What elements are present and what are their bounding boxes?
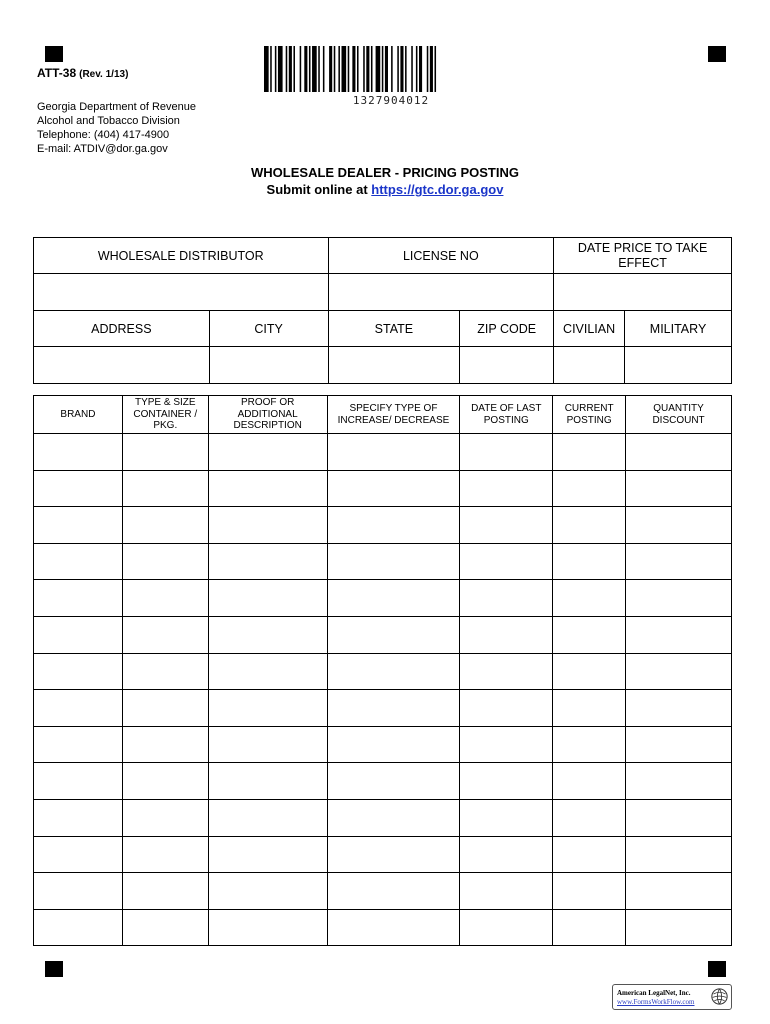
specify-type-cell[interactable]	[327, 616, 460, 653]
registration-mark-top-right	[708, 46, 726, 62]
american-legalnet-logo	[612, 984, 732, 1010]
proof-header-line: PROOF OR	[240, 397, 295, 409]
type-size-header-line: TYPE & SIZE	[134, 397, 196, 409]
specify-type-cell[interactable]	[327, 653, 460, 690]
agency-line: Alcohol and Tobacco Division	[37, 115, 180, 127]
quantity-discount-cell[interactable]	[626, 799, 732, 836]
specify-type-header-line: INCREASE/ DECREASE	[337, 414, 450, 426]
form-number-text: ATT-38	[37, 66, 77, 80]
proof-cell[interactable]	[208, 653, 327, 690]
registration-mark-bottom-right	[708, 961, 726, 977]
type-size-cell[interactable]	[122, 763, 208, 800]
type-size-cell[interactable]	[122, 434, 208, 471]
brand-cell[interactable]	[34, 507, 123, 544]
agency-line: Telephone: (404) 417-4900	[37, 129, 170, 141]
type-size-header-line: CONTAINER /	[133, 408, 198, 420]
form-number	[37, 66, 128, 80]
type-size-cell[interactable]	[122, 836, 208, 873]
proof-cell[interactable]	[208, 616, 327, 653]
proof-cell[interactable]	[208, 543, 327, 580]
quantity-discount-cell[interactable]	[626, 507, 732, 544]
brand-header	[34, 396, 123, 434]
globe-icon	[711, 988, 728, 1005]
zip-code-label: ZIP CODE	[460, 311, 554, 347]
barcode-bar	[382, 46, 384, 92]
proof-header-line: DESCRIPTION	[233, 420, 302, 432]
barcode-bar	[338, 46, 340, 92]
proof-cell[interactable]	[208, 507, 327, 544]
specify-type-cell[interactable]	[327, 836, 460, 873]
table-row	[34, 580, 732, 617]
specify-type-cell[interactable]	[327, 580, 460, 617]
type-size-cell[interactable]	[122, 653, 208, 690]
barcode-bar	[342, 46, 347, 92]
date-last-posting-cell[interactable]	[460, 470, 553, 507]
date-last-posting-cell[interactable]	[460, 616, 553, 653]
license-no-label: LICENSE NO	[328, 238, 554, 274]
proof-cell[interactable]	[208, 580, 327, 617]
brand-cell[interactable]	[34, 873, 123, 910]
current-posting-cell[interactable]	[553, 507, 626, 544]
barcode-bar	[309, 46, 311, 92]
date-last-posting-cell[interactable]	[460, 836, 553, 873]
table-row	[34, 434, 732, 471]
barcode-number: 1327904012	[352, 94, 430, 107]
proof-cell[interactable]	[208, 799, 327, 836]
type-size-cell[interactable]	[122, 543, 208, 580]
zip-code-field[interactable]	[460, 347, 554, 384]
brand-cell[interactable]	[34, 799, 123, 836]
type-size-cell[interactable]	[122, 799, 208, 836]
date-last-posting-cell[interactable]	[460, 434, 553, 471]
barcode-bar	[366, 46, 369, 92]
specify-type-cell[interactable]	[327, 799, 460, 836]
barcode-bar	[357, 46, 359, 92]
registration-mark-bottom-left	[45, 961, 63, 977]
city-label: CITY	[209, 311, 328, 347]
registration-mark-top-left	[45, 46, 63, 62]
table-row	[34, 653, 732, 690]
type-size-cell[interactable]	[122, 726, 208, 763]
specify-type-cell[interactable]	[327, 507, 460, 544]
barcode-bar	[391, 46, 393, 92]
military-field[interactable]	[625, 347, 732, 384]
proof-cell[interactable]	[208, 836, 327, 873]
brand-cell[interactable]	[34, 726, 123, 763]
proof-header	[208, 396, 327, 434]
table-row	[34, 763, 732, 800]
barcode-bar	[405, 46, 407, 92]
wholesale-distributor-field[interactable]	[34, 274, 329, 311]
quantity-discount-cell[interactable]	[626, 470, 732, 507]
quantity-discount-cell[interactable]	[626, 873, 732, 910]
current-posting-header	[553, 396, 626, 434]
barcode-bar	[312, 46, 317, 92]
current-posting-cell[interactable]	[553, 434, 626, 471]
specify-type-header	[327, 396, 460, 434]
proof-cell[interactable]	[208, 763, 327, 800]
barcode-bar	[264, 46, 269, 92]
barcode-bar	[435, 46, 437, 92]
state-label: STATE	[328, 311, 460, 347]
brand-cell[interactable]	[34, 653, 123, 690]
quantity-discount-cell[interactable]	[626, 726, 732, 763]
quantity-discount-header	[626, 396, 732, 434]
barcode-bar	[300, 46, 302, 92]
agency-info	[37, 100, 196, 156]
proof-cell[interactable]	[208, 470, 327, 507]
table-row	[34, 470, 732, 507]
date-last-posting-header-line: POSTING	[483, 414, 529, 426]
date-last-posting-cell[interactable]	[460, 543, 553, 580]
table-row	[34, 690, 732, 727]
quantity-discount-cell[interactable]	[626, 836, 732, 873]
barcode-bar	[329, 46, 332, 92]
specify-type-cell[interactable]	[327, 543, 460, 580]
quantity-discount-cell[interactable]	[626, 543, 732, 580]
date-last-posting-cell[interactable]	[460, 507, 553, 544]
agency-line: E-mail: ATDIV@dor.ga.gov	[37, 143, 168, 155]
submit-online-line	[0, 182, 770, 197]
distributor-info-table	[33, 237, 732, 384]
date-last-posting-cell[interactable]	[460, 799, 553, 836]
date-last-posting-cell[interactable]	[460, 726, 553, 763]
barcode-bar	[397, 46, 399, 92]
barcode-bar	[304, 46, 307, 92]
brand-cell[interactable]	[34, 543, 123, 580]
barcode-bar	[430, 46, 433, 92]
barcode-bar	[289, 46, 292, 92]
current-posting-cell[interactable]	[553, 690, 626, 727]
brand-cell[interactable]	[34, 580, 123, 617]
current-posting-cell[interactable]	[553, 763, 626, 800]
specify-type-cell[interactable]	[327, 434, 460, 471]
quantity-discount-header-line: DISCOUNT	[652, 414, 705, 426]
table-row	[34, 616, 732, 653]
proof-cell[interactable]	[208, 873, 327, 910]
current-posting-cell[interactable]	[553, 836, 626, 873]
quantity-discount-header-line: QUANTITY	[653, 403, 704, 414]
barcode-bar	[385, 46, 388, 92]
barcode-bar	[286, 46, 288, 92]
proof-header-line: ADDITIONAL	[237, 408, 298, 420]
wholesale-distributor-label: WHOLESALE DISTRIBUTOR	[34, 238, 329, 274]
barcode-bar	[278, 46, 283, 92]
pricing-posting-table	[33, 395, 732, 946]
brand-header-text: BRAND	[60, 408, 96, 420]
quantity-discount-cell[interactable]	[626, 690, 732, 727]
specify-type-cell[interactable]	[327, 909, 460, 946]
barcode-bar	[416, 46, 418, 92]
table-row	[34, 909, 732, 946]
brand-cell[interactable]	[34, 470, 123, 507]
agency-line: Georgia Department of Revenue	[37, 101, 196, 113]
date-last-posting-header-line: DATE OF LAST	[471, 403, 542, 414]
quantity-discount-cell[interactable]	[626, 580, 732, 617]
table-row	[34, 799, 732, 836]
brand-cell[interactable]	[34, 690, 123, 727]
quantity-discount-cell[interactable]	[626, 653, 732, 690]
state-field[interactable]	[328, 347, 460, 384]
type-size-cell[interactable]	[122, 470, 208, 507]
current-posting-cell[interactable]	[553, 543, 626, 580]
proof-cell[interactable]	[208, 909, 327, 946]
brand-cell[interactable]	[34, 909, 123, 946]
current-posting-cell[interactable]	[553, 616, 626, 653]
type-size-header-line: PKG.	[153, 420, 178, 432]
brand-cell[interactable]	[34, 616, 123, 653]
brand-cell[interactable]	[34, 763, 123, 800]
type-size-cell[interactable]	[122, 690, 208, 727]
barcode-bar	[318, 46, 320, 92]
quantity-discount-cell[interactable]	[626, 434, 732, 471]
form-revision: (Rev. 1/13)	[79, 69, 129, 80]
proof-cell[interactable]	[208, 434, 327, 471]
submit-online-link[interactable]: https://gtc.dor.ga.gov	[371, 182, 504, 197]
city-field[interactable]	[209, 347, 328, 384]
specify-type-cell[interactable]	[327, 763, 460, 800]
table-row	[34, 507, 732, 544]
logo-website-link[interactable]: www.FormsWorkFlow.com	[617, 998, 695, 1006]
current-posting-header-line: CURRENT	[564, 403, 614, 414]
barcode-bar	[400, 46, 403, 92]
specify-type-cell[interactable]	[327, 690, 460, 727]
civilian-field[interactable]	[554, 347, 625, 384]
barcode-bar	[376, 46, 381, 92]
brand-cell[interactable]	[34, 434, 123, 471]
barcode-bar	[419, 46, 422, 92]
submit-online-label: Submit online at	[266, 182, 368, 197]
barcode-bar	[363, 46, 365, 92]
address-label: ADDRESS	[34, 311, 210, 347]
logo-company: American LegalNet, Inc.	[617, 989, 691, 997]
civilian-label: CIVILIAN	[554, 311, 625, 347]
brand-cell[interactable]	[34, 836, 123, 873]
form-title: WHOLESALE DEALER - PRICING POSTING	[251, 165, 519, 180]
date-last-posting-cell[interactable]	[460, 690, 553, 727]
barcode-bar	[293, 46, 295, 92]
proof-cell[interactable]	[208, 690, 327, 727]
address-field[interactable]	[34, 347, 210, 384]
barcode	[264, 46, 518, 92]
type-size-header	[122, 396, 208, 434]
barcode-bar	[270, 46, 272, 92]
current-posting-cell[interactable]	[553, 470, 626, 507]
date-last-posting-cell[interactable]	[460, 909, 553, 946]
date-last-posting-cell[interactable]	[460, 580, 553, 617]
date-price-effect-field[interactable]	[554, 274, 732, 311]
quantity-discount-cell[interactable]	[626, 763, 732, 800]
specify-type-cell[interactable]	[327, 873, 460, 910]
table-row	[34, 836, 732, 873]
military-label: MILITARY	[625, 311, 732, 347]
license-no-field[interactable]	[328, 274, 554, 311]
current-posting-cell[interactable]	[553, 909, 626, 946]
table-row	[34, 726, 732, 763]
current-posting-cell[interactable]	[553, 799, 626, 836]
type-size-cell[interactable]	[122, 616, 208, 653]
barcode-bar	[275, 46, 277, 92]
specify-type-cell[interactable]	[327, 726, 460, 763]
barcode-bar	[427, 46, 429, 92]
current-posting-header-line: POSTING	[566, 414, 612, 426]
type-size-cell[interactable]	[122, 909, 208, 946]
type-size-cell[interactable]	[122, 580, 208, 617]
type-size-cell[interactable]	[122, 873, 208, 910]
date-price-effect-label: DATE PRICE TO TAKE EFFECT	[554, 238, 732, 274]
barcode-bar	[352, 46, 355, 92]
barcode-bar	[411, 46, 413, 92]
quantity-discount-cell[interactable]	[626, 616, 732, 653]
barcode-bar	[334, 46, 336, 92]
specify-type-header-line: SPECIFY TYPE OF	[349, 403, 438, 414]
proof-cell[interactable]	[208, 726, 327, 763]
barcode-bar	[348, 46, 350, 92]
specify-type-cell[interactable]	[327, 470, 460, 507]
current-posting-cell[interactable]	[553, 653, 626, 690]
date-last-posting-cell[interactable]	[460, 873, 553, 910]
quantity-discount-cell[interactable]	[626, 909, 732, 946]
table-row	[34, 543, 732, 580]
date-last-posting-cell[interactable]	[460, 763, 553, 800]
type-size-cell[interactable]	[122, 507, 208, 544]
date-last-posting-cell[interactable]	[460, 653, 553, 690]
current-posting-cell[interactable]	[553, 726, 626, 763]
barcode-bar	[323, 46, 325, 92]
date-last-posting-header	[460, 396, 553, 434]
current-posting-cell[interactable]	[553, 873, 626, 910]
table-row	[34, 873, 732, 910]
current-posting-cell[interactable]	[553, 580, 626, 617]
barcode-bar	[371, 46, 373, 92]
